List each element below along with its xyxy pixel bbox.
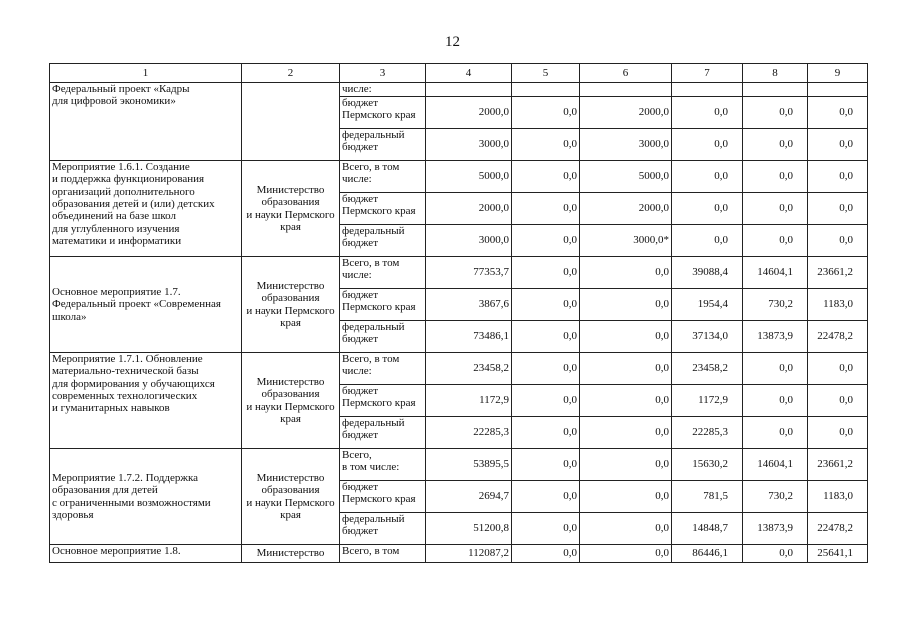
activity-name-cell: Основное мероприятие 1.8. [50,545,242,563]
amount-cell: 0,0 [743,417,808,449]
executor-cell: Министерство образования и науки Пермского края [242,449,340,545]
amount-cell: 3000,0 [580,129,672,161]
header-cell: 3 [340,64,426,83]
executor-cell [242,83,340,161]
funding-source-cell: бюджет Пермского края [340,97,426,129]
amount-cell: 0,0 [808,417,868,449]
amount-cell: 0,0 [580,321,672,353]
amount-cell: 86446,1 [672,545,743,563]
header-cell: 8 [743,64,808,83]
amount-cell: 0,0 [743,385,808,417]
amount-cell: 1183,0 [808,481,868,513]
amount-cell: 0,0 [580,513,672,545]
amount-cell: 0,0 [808,225,868,257]
amount-cell: 0,0 [743,97,808,129]
funding-source-cell: федеральный бюджет [340,225,426,257]
amount-cell: 0,0 [743,545,808,563]
funding-source-cell: Всего, в том числе: [340,257,426,289]
amount-cell: 3000,0 [426,129,512,161]
amount-cell: 0,0 [808,353,868,385]
funding-source-cell: федеральный бюджет [340,321,426,353]
header-cell: 6 [580,64,672,83]
amount-cell: 0,0 [743,225,808,257]
funding-source-cell: федеральный бюджет [340,417,426,449]
amount-cell: 0,0 [580,545,672,563]
amount-cell: 23458,2 [672,353,743,385]
amount-cell: 1172,9 [426,385,512,417]
amount-cell: 13873,9 [743,321,808,353]
header-cell: 9 [808,64,868,83]
funding-source-cell: бюджет Пермского края [340,289,426,321]
amount-cell: 0,0 [672,161,743,193]
funding-source-cell: Всего, в том [340,545,426,563]
funding-source-cell: числе: [340,83,426,97]
amount-cell: 0,0 [672,193,743,225]
amount-cell: 0,0 [512,481,580,513]
funding-source-cell: Всего, в том числе: [340,449,426,481]
amount-cell: 0,0 [512,193,580,225]
amount-cell: 37134,0 [672,321,743,353]
table-row [50,449,868,481]
table-row [50,83,868,97]
header-cell: 4 [426,64,512,83]
funding-source-cell: Всего, в том числе: [340,161,426,193]
amount-cell: 0,0 [512,129,580,161]
funding-source-cell: бюджет Пермского края [340,385,426,417]
amount-cell: 22478,2 [808,513,868,545]
page-number: 12 [445,34,460,50]
amount-cell: 22285,3 [672,417,743,449]
amount-cell: 2000,0 [580,97,672,129]
amount-cell: 0,0 [743,193,808,225]
header-cell: 2 [242,64,340,83]
amount-cell: 2000,0 [580,193,672,225]
activity-name-cell: Мероприятие 1.7.1. Обновление материально-технической базы для формирования у обучающихся современных технологических и гуманитарных навыков [50,353,242,449]
amount-cell: 0,0 [808,385,868,417]
amount-cell [580,83,672,97]
amount-cell [512,83,580,97]
amount-cell: 0,0 [743,353,808,385]
amount-cell: 3000,0 [426,225,512,257]
amount-cell: 23661,2 [808,257,868,289]
amount-cell: 5000,0 [426,161,512,193]
amount-cell: 3000,0* [580,225,672,257]
activity-name-cell: Мероприятие 1.7.2. Поддержка образования для детей с ограниченными возможностями здоровья [50,449,242,545]
amount-cell: 0,0 [512,225,580,257]
executor-cell: Министерство образования и науки Пермского края [242,257,340,353]
amount-cell: 112087,2 [426,545,512,563]
executor-cell: Министерство образования и науки Пермского края [242,353,340,449]
amount-cell: 23661,2 [808,449,868,481]
amount-cell: 0,0 [580,417,672,449]
amount-cell: 0,0 [580,257,672,289]
activity-name-cell: Федеральный проект «Кадры для цифровой экономики» [50,83,242,161]
amount-cell [672,83,743,97]
amount-cell: 0,0 [512,289,580,321]
table-row [50,545,868,563]
amount-cell: 14848,7 [672,513,743,545]
budget-table [49,63,868,563]
amount-cell: 0,0 [512,449,580,481]
amount-cell: 0,0 [808,129,868,161]
amount-cell: 5000,0 [580,161,672,193]
amount-cell: 1183,0 [808,289,868,321]
amount-cell: 0,0 [580,289,672,321]
amount-cell: 0,0 [743,129,808,161]
amount-cell: 0,0 [512,161,580,193]
header-row [50,64,868,83]
amount-cell: 0,0 [580,449,672,481]
amount-cell: 730,2 [743,481,808,513]
amount-cell: 14604,1 [743,449,808,481]
amount-cell: 0,0 [512,97,580,129]
amount-cell: 1172,9 [672,385,743,417]
amount-cell: 53895,5 [426,449,512,481]
amount-cell: 0,0 [808,161,868,193]
amount-cell: 77353,7 [426,257,512,289]
amount-cell [426,83,512,97]
amount-cell: 15630,2 [672,449,743,481]
amount-cell: 0,0 [512,353,580,385]
amount-cell: 730,2 [743,289,808,321]
amount-cell: 23458,2 [426,353,512,385]
amount-cell: 0,0 [580,353,672,385]
executor-cell: Министерство образования и науки Пермского края [242,161,340,257]
amount-cell: 0,0 [580,385,672,417]
amount-cell: 22285,3 [426,417,512,449]
amount-cell: 0,0 [743,161,808,193]
table-row [50,353,868,385]
funding-source-cell: федеральный бюджет [340,513,426,545]
amount-cell: 0,0 [512,417,580,449]
amount-cell: 3867,6 [426,289,512,321]
amount-cell: 0,0 [672,97,743,129]
funding-source-cell: федеральный бюджет [340,129,426,161]
amount-cell: 781,5 [672,481,743,513]
table-row [50,257,868,289]
amount-cell [808,83,868,97]
header-cell: 5 [512,64,580,83]
amount-cell: 25641,1 [808,545,868,563]
amount-cell: 0,0 [512,385,580,417]
amount-cell: 0,0 [808,193,868,225]
amount-cell: 13873,9 [743,513,808,545]
amount-cell: 73486,1 [426,321,512,353]
amount-cell: 1954,4 [672,289,743,321]
header-cell: 7 [672,64,743,83]
table-row [50,161,868,193]
amount-cell: 0,0 [672,129,743,161]
amount-cell: 0,0 [512,321,580,353]
amount-cell: 2000,0 [426,193,512,225]
amount-cell: 2000,0 [426,97,512,129]
amount-cell: 0,0 [672,225,743,257]
funding-source-cell: бюджет Пермского края [340,193,426,225]
amount-cell [743,83,808,97]
amount-cell: 0,0 [512,257,580,289]
amount-cell: 0,0 [512,513,580,545]
amount-cell: 22478,2 [808,321,868,353]
funding-source-cell: Всего, в том числе: [340,353,426,385]
amount-cell: 2694,7 [426,481,512,513]
amount-cell: 14604,1 [743,257,808,289]
activity-name-cell: Основное мероприятие 1.7. Федеральный проект «Современная школа» [50,257,242,353]
amount-cell: 39088,4 [672,257,743,289]
amount-cell: 51200,8 [426,513,512,545]
amount-cell: 0,0 [808,97,868,129]
amount-cell: 0,0 [580,481,672,513]
executor-cell: Министерство [242,545,340,563]
activity-name-cell: Мероприятие 1.6.1. Создание и поддержка функционирования организаций дополнительного образования детей и (или) детских объединений на базе школ для углубленного изучения математики и информатики [50,161,242,257]
header-cell: 1 [50,64,242,83]
funding-source-cell: бюджет Пермского края [340,481,426,513]
amount-cell: 0,0 [512,545,580,563]
